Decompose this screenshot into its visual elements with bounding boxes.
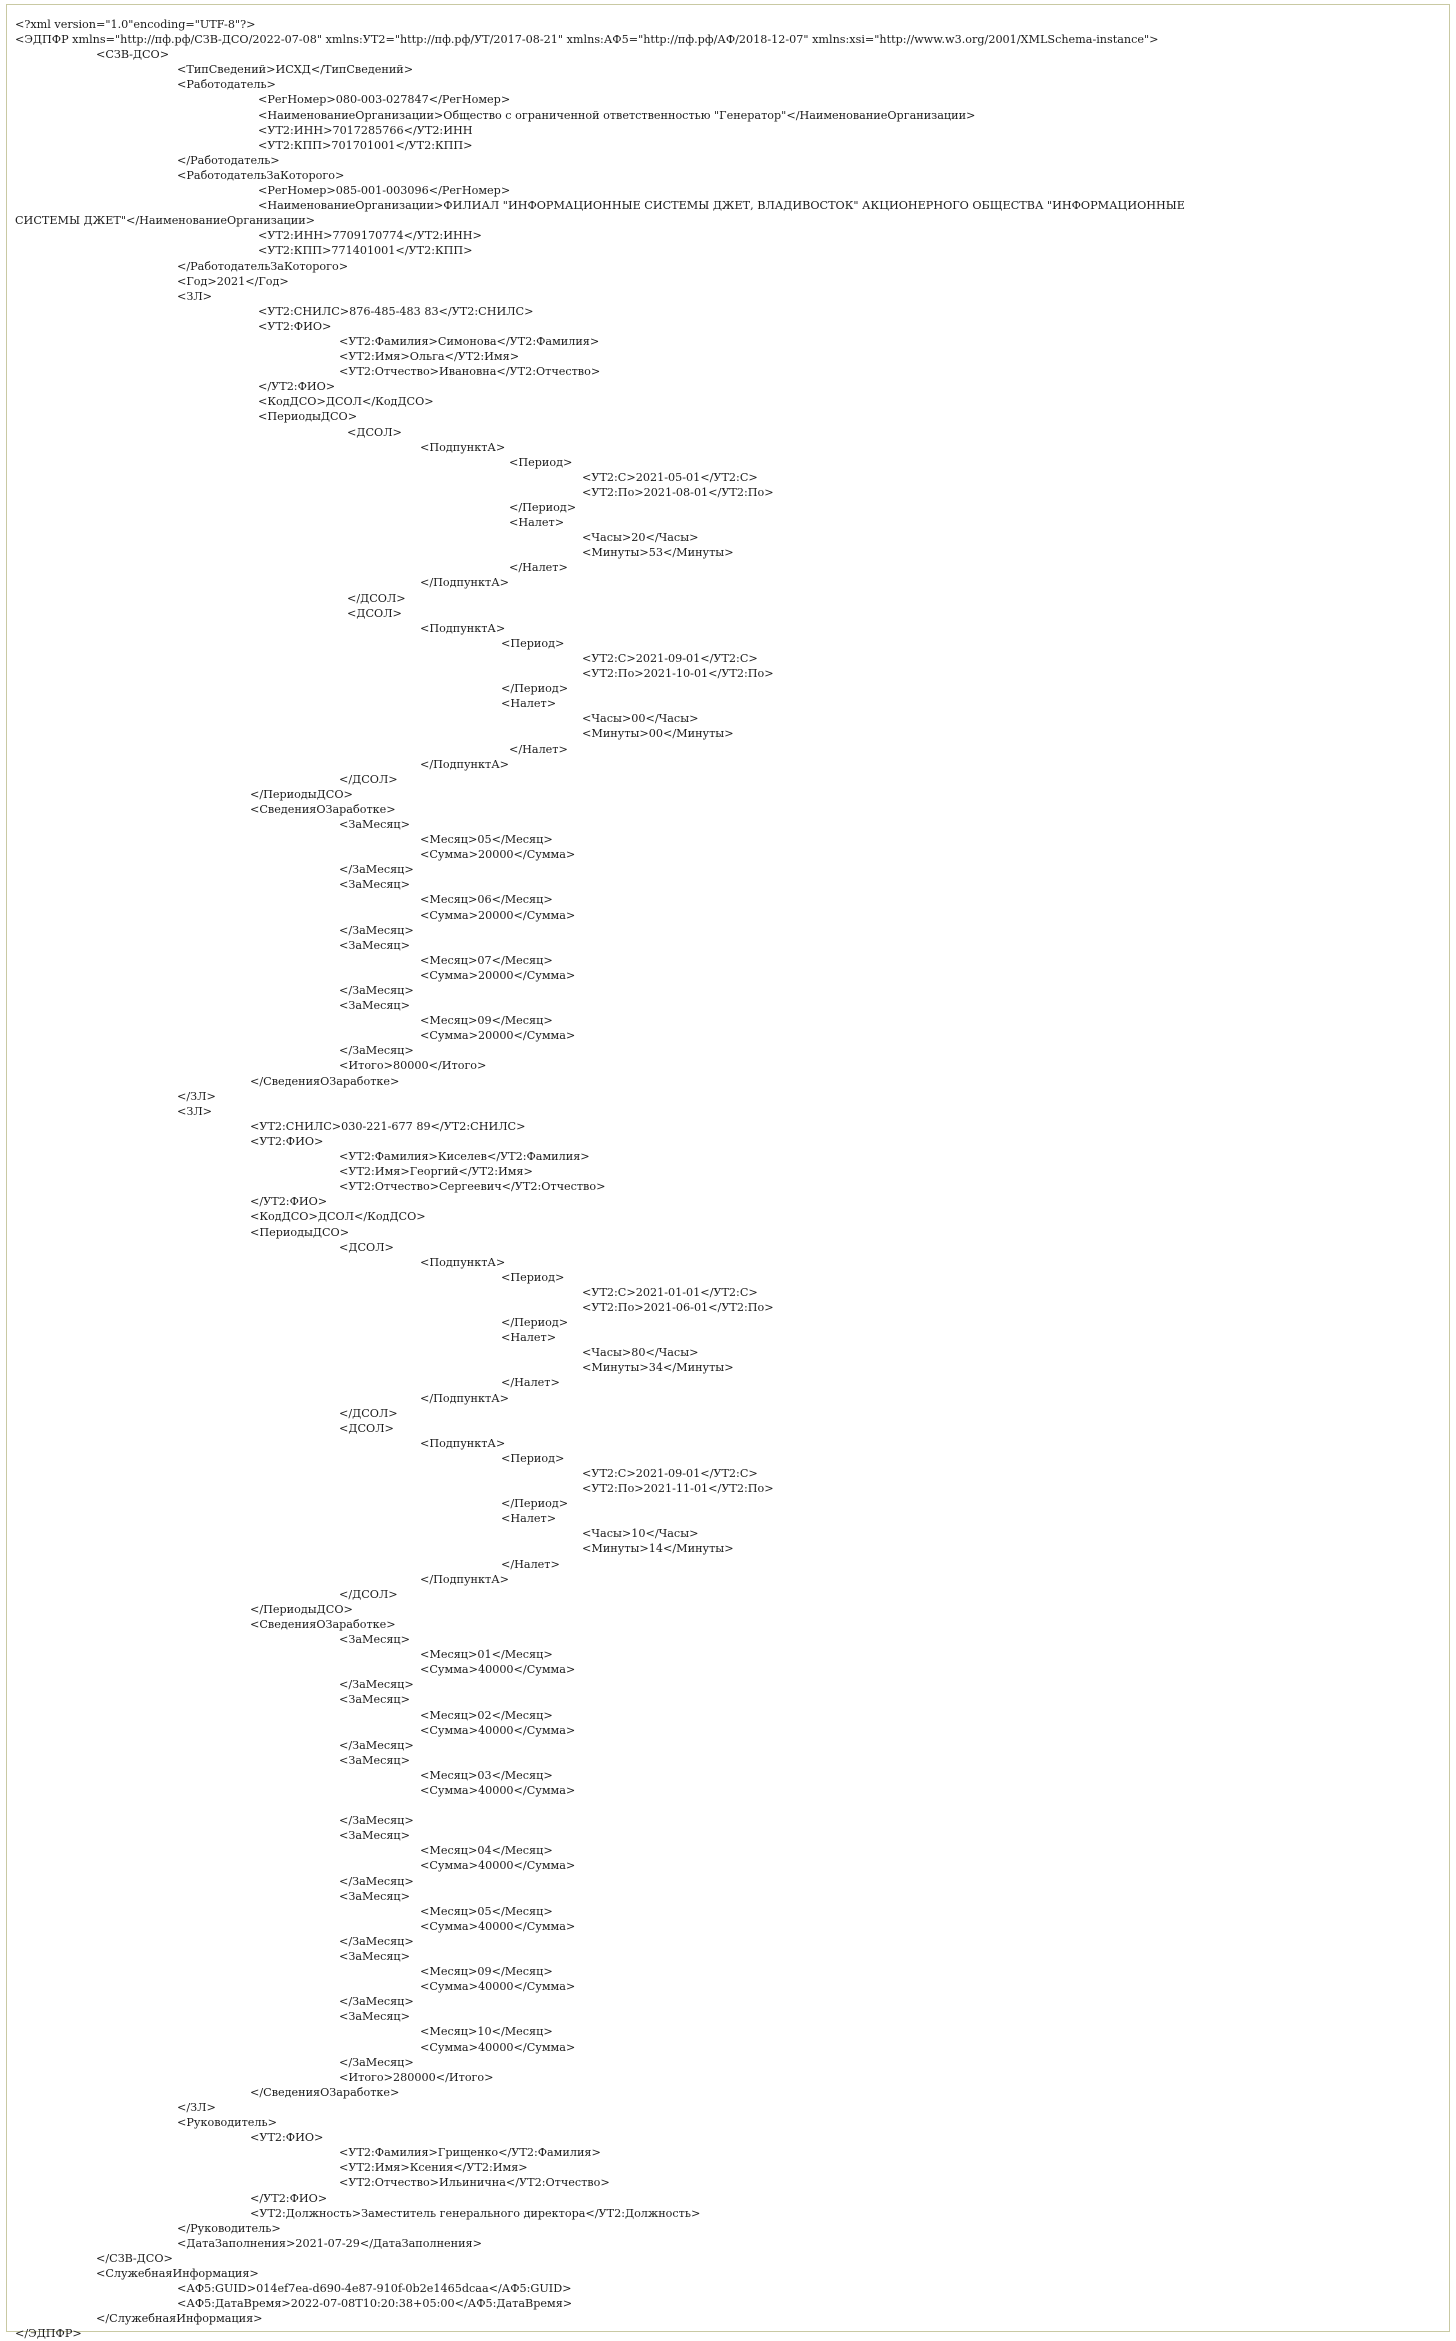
xml-line: <Год>2021</Год> — [177, 274, 289, 288]
xml-line: <Минуты>53</Минуты> — [582, 546, 734, 560]
xml-line: <ПодпунктА> — [420, 1436, 506, 1450]
xml-line: <Сумма>20000</Сумма> — [420, 1029, 576, 1043]
xml-line: <ЗЛ> — [177, 289, 213, 303]
xml-line: <УТ2:КПП>771401001</УТ2:КПП> — [258, 244, 473, 258]
xml-line: </ЗаМесяц> — [339, 1874, 414, 1888]
xml-line: <?xml version="1.0"encoding="UTF-8"?> — [15, 18, 256, 31]
xml-line: </ДСОЛ> — [339, 1587, 398, 1601]
xml-line: </Период> — [501, 682, 569, 696]
xml-line: <Итого>280000</Итого> — [339, 2070, 494, 2084]
xml-line: <УТ2:С>2021-09-01</УТ2:С> — [582, 1467, 758, 1480]
xml-line: <Сумма>40000</Сумма> — [420, 1859, 576, 1873]
xml-line: </СЗВ-ДСО> — [96, 2251, 173, 2265]
xml-line: </УТ2:ФИО> — [258, 380, 336, 394]
xml-line: <ЗаМесяц> — [339, 878, 410, 892]
xml-line: <УТ2:С>2021-09-01</УТ2:С> — [582, 651, 758, 665]
xml-line: </ЗаМесяц> — [339, 923, 414, 937]
xml-line: <ПодпунктА> — [420, 1255, 506, 1269]
xml-line: <УТ2:КПП>701701001</УТ2:КПП> — [258, 138, 473, 152]
xml-line: <Месяц>02</Месяц> — [420, 1708, 553, 1722]
xml-line: </Период> — [501, 1316, 569, 1330]
xml-line: <АФ5:ДатаВремя>2022-07-08T10:20:38+05:00</АФ5:ДатаВремя> — [177, 2297, 573, 2311]
xml-line: <Налет> — [501, 697, 557, 711]
xml-line: <Часы>20</Часы> — [582, 531, 699, 545]
xml-line: <Месяц>01</Месяц> — [420, 1648, 553, 1662]
xml-line: <РегНомер>085-001-003096</РегНомер> — [258, 184, 511, 198]
xml-line: <ЗаМесяц> — [339, 1950, 410, 1963]
xml-line: </ПодпунктА> — [420, 757, 510, 771]
xml-line: </ЗаМесяц> — [339, 1678, 414, 1692]
xml-line: <Минуты>14</Минуты> — [582, 1542, 734, 1556]
xml-line: <Сумма>40000</Сумма> — [420, 1723, 576, 1737]
xml-line: <УТ2:ФИО> — [250, 1134, 324, 1148]
xml-line: <Месяц>09</Месяц> — [420, 1014, 553, 1028]
xml-line: <СведенияОЗаработке> — [250, 802, 396, 816]
xml-line: <ДСОЛ> — [347, 606, 402, 620]
xml-line: <ЗЛ> — [177, 1104, 213, 1118]
xml-line: </ПериодыДСО> — [250, 1602, 353, 1616]
xml-line: <Сумма>40000</Сумма> — [420, 1919, 576, 1933]
xml-line: <УТ2:ФИО> — [250, 2131, 324, 2145]
xml-line: <ПодпунктА> — [420, 440, 506, 454]
xml-line: <ЗаМесяц> — [339, 1633, 410, 1647]
xml-line: <Итого>80000</Итого> — [339, 1059, 487, 1073]
xml-line: <УТ2:Фамилия>Киселев</УТ2:Фамилия> — [339, 1150, 590, 1164]
xml-line: <ЗаМесяц> — [339, 1693, 410, 1707]
xml-line: </ДСОЛ> — [347, 591, 406, 605]
xml-line: <ЭДПФР xmlns="http://пф.рф/СЗВ-ДСО/2022-07-08" xmlns:УТ2="http://пф.рф/УТ/2017-08-21" xmlns:АФ5="http://пф.рф/АФ/2018-12-07" xmlns:xsi="http://www.w3.org/2001/XMLSchema-instance"> — [15, 33, 1159, 47]
xml-line: </ЗаМесяц> — [339, 984, 414, 997]
xml-line: <ДСОЛ> — [347, 425, 402, 439]
xml-line: </ЭДПФР> — [15, 2327, 82, 2341]
xml-line: </ПериодыДСО> — [250, 787, 353, 801]
xml-line: </СведенияОЗаработке> — [250, 1074, 400, 1088]
xml-line: </Налет> — [509, 561, 568, 575]
xml-line: </ДСОЛ> — [339, 1406, 398, 1420]
xml-line: <СлужебнаяИнформация> — [96, 2266, 259, 2280]
xml-line: <Период> — [509, 455, 573, 469]
xml-line: </ЗаМесяц> — [339, 1738, 414, 1752]
xml-line: <ПодпунктА> — [420, 621, 506, 635]
xml-line: <УТ2:Имя>Георгий</УТ2:Имя> — [339, 1165, 533, 1179]
xml-line: <ТипСведений>ИСХД</ТипСведений> — [177, 63, 414, 77]
xml-line: <КодДСО>ДСОЛ</КодДСО> — [250, 1210, 426, 1224]
xml-line: </ЗаМесяц> — [339, 1814, 414, 1828]
xml-line: <КодДСО>ДСОЛ</КодДСО> — [258, 395, 434, 409]
xml-line: <Часы>00</Часы> — [582, 712, 699, 726]
xml-line: <УТ2:ИНН>7709170774</УТ2:ИНН> — [258, 229, 482, 243]
xml-line: <Сумма>40000</Сумма> — [420, 2040, 576, 2054]
xml-line: <Налет> — [501, 1331, 557, 1345]
xml-line: <Сумма>40000</Сумма> — [420, 1980, 576, 1994]
xml-line: </СлужебнаяИнформация> — [96, 2312, 263, 2326]
xml-line: <Налет> — [501, 1512, 557, 1526]
xml-line: <Сумма>40000</Сумма> — [420, 1783, 576, 1797]
xml-line: <ПериодыДСО> — [250, 1225, 350, 1239]
xml-line: <Месяц>09</Месяц> — [420, 1965, 553, 1979]
xml-line: <Период> — [501, 1270, 565, 1284]
xml-line: <ЗаМесяц> — [339, 2010, 410, 2024]
xml-line: <НаименованиеОрганизации>Общество с ограниченной ответственностью "Генератор"</НаименованиеОрганизации> — [258, 108, 976, 122]
xml-line: <СЗВ-ДСО> — [96, 48, 170, 62]
xml-line: </Руководитель> — [177, 2221, 281, 2235]
xml-line: </УТ2:ФИО> — [250, 2191, 328, 2205]
xml-line: <Месяц>06</Месяц> — [420, 893, 553, 907]
xml-line: <Минуты>34</Минуты> — [582, 1361, 734, 1375]
xml-line: <УТ2:Фамилия>Симонова</УТ2:Фамилия> — [339, 334, 600, 348]
xml-line: </Работодатель> — [177, 153, 280, 167]
xml-line: <Налет> — [509, 516, 565, 530]
xml-line: <ДСОЛ> — [339, 1421, 394, 1435]
xml-line: <ЗаМесяц> — [339, 1889, 410, 1903]
xml-line: <Период> — [501, 1451, 565, 1465]
xml-line: <УТ2:Фамилия>Грищенко</УТ2:Фамилия> — [339, 2146, 601, 2160]
xml-line: <Сумма>20000</Сумма> — [420, 908, 576, 922]
xml-line: <УТ2:По>2021-08-01</УТ2:По> — [582, 485, 774, 499]
xml-line: </ДСОЛ> — [339, 772, 398, 786]
xml-line: <УТ2:СНИЛС>876-485-483 83</УТ2:СНИЛС> — [258, 304, 534, 318]
xml-line: <Сумма>20000</Сумма> — [420, 848, 576, 862]
xml-line: <УТ2:СНИЛС>030-221-677 89</УТ2:СНИЛС> — [250, 1119, 526, 1133]
xml-line: <Месяц>03</Месяц> — [420, 1768, 553, 1782]
xml-line: </Период> — [501, 1497, 569, 1511]
xml-line: </ЗаМесяц> — [339, 1934, 414, 1948]
xml-line: <Месяц>04</Месяц> — [420, 1844, 553, 1858]
xml-line: </РаботодательЗаКоторого> — [177, 259, 349, 273]
xml-line: <УТ2:По>2021-11-01</УТ2:По> — [582, 1482, 774, 1496]
xml-line: СИСТЕМЫ ДЖЕТ"</НаименованиеОрганизации> — [15, 214, 316, 228]
xml-line: </Налет> — [501, 1557, 560, 1571]
xml-line: <ДатаЗаполнения>2021-07-29</ДатаЗаполнения> — [177, 2236, 482, 2250]
xml-line: <Период> — [501, 636, 565, 650]
xml-line: <УТ2:Должность>Заместитель генерального директора</УТ2:Должность> — [250, 2206, 701, 2220]
xml-line: </ЗаМесяц> — [339, 1995, 414, 2009]
xml-line: <УТ2:Отчество>Ивановна</УТ2:Отчество> — [339, 365, 601, 379]
xml-line: <НаименованиеОрганизации>ФИЛИАЛ "ИНФОРМАЦИОННЫЕ СИСТЕМЫ ДЖЕТ, ВЛАДИВОСТОК" АКЦИОНЕРНОГО ОБЩЕСТВА "ИНФОРМАЦИОННЫЕ — [258, 199, 1185, 213]
xml-line: <Минуты>00</Минуты> — [582, 727, 734, 741]
xml-line: </УТ2:ФИО> — [250, 1195, 328, 1209]
xml-line: </ЗаМесяц> — [339, 1044, 414, 1058]
xml-line: <УТ2:С>2021-01-01</УТ2:С> — [582, 1285, 758, 1299]
xml-line: <Сумма>40000</Сумма> — [420, 1663, 576, 1677]
xml-line: <УТ2:Отчество>Ильинична</УТ2:Отчество> — [339, 2176, 610, 2190]
xml-line: <ДСОЛ> — [339, 1240, 394, 1254]
xml-line: <УТ2:Отчество>Сергеевич</УТ2:Отчество> — [339, 1180, 606, 1194]
xml-line: </Налет> — [509, 742, 568, 756]
xml-line: <Часы>80</Часы> — [582, 1346, 699, 1360]
xml-line: </Период> — [509, 501, 577, 514]
xml-line: </СведенияОЗаработке> — [250, 2085, 400, 2099]
xml-line: </Налет> — [501, 1376, 560, 1390]
xml-line: <РегНомер>080-003-027847</РегНомер> — [258, 93, 511, 107]
xml-line: </ПодпунктА> — [420, 1391, 510, 1405]
xml-line: <УТ2:Имя>Ксения</УТ2:Имя> — [339, 2161, 528, 2175]
xml-line: <Работодатель> — [177, 78, 276, 92]
xml-line: <ЗаМесяц> — [339, 1753, 410, 1767]
xml-line: <Месяц>05</Месяц> — [420, 1904, 553, 1918]
xml-line: <Месяц>05</Месяц> — [420, 833, 553, 847]
xml-document-page — [6, 4, 1450, 2341]
xml-line: <УТ2:ИНН>7017285766</УТ2:ИНН — [258, 123, 473, 137]
xml-listing — [15, 17, 1447, 2341]
xml-line: </ЗаМесяц> — [339, 2055, 414, 2069]
xml-line — [15, 1798, 1447, 1813]
xml-line: <Часы>10</Часы> — [582, 1527, 699, 1541]
xml-line: </ПодпунктА> — [420, 576, 510, 590]
xml-line: <УТ2:По>2021-06-01</УТ2:По> — [582, 1300, 774, 1314]
xml-line: <АФ5:GUID>014ef7ea-d690-4e87-910f-0b2e1465dcaa</АФ5:GUID> — [177, 2282, 572, 2296]
xml-line: </ЗЛ> — [177, 1089, 216, 1103]
xml-line: <Сумма>20000</Сумма> — [420, 968, 576, 982]
xml-line: <Руководитель> — [177, 2116, 277, 2130]
xml-line: </ЗЛ> — [177, 2100, 216, 2114]
xml-line: <УТ2:С>2021-05-01</УТ2:С> — [582, 470, 758, 484]
xml-line: <Месяц>07</Месяц> — [420, 953, 553, 967]
xml-line: <ЗаМесяц> — [339, 817, 410, 831]
xml-line: </ЗаМесяц> — [339, 863, 414, 877]
xml-line: <ЗаМесяц> — [339, 999, 410, 1013]
xml-line: <ПериодыДСО> — [258, 410, 358, 424]
xml-line: <УТ2:ФИО> — [258, 319, 332, 333]
xml-line: <Месяц>10</Месяц> — [420, 2025, 553, 2039]
xml-line: <ЗаМесяц> — [339, 938, 410, 952]
xml-line: <УТ2:По>2021-10-01</УТ2:По> — [582, 667, 774, 681]
xml-line: <СведенияОЗаработке> — [250, 1617, 396, 1631]
xml-line: <РаботодательЗаКоторого> — [177, 168, 345, 182]
xml-line: </ПодпунктА> — [420, 1572, 510, 1586]
xml-line: <УТ2:Имя>Ольга</УТ2:Имя> — [339, 350, 520, 364]
xml-line: <ЗаМесяц> — [339, 1829, 410, 1843]
